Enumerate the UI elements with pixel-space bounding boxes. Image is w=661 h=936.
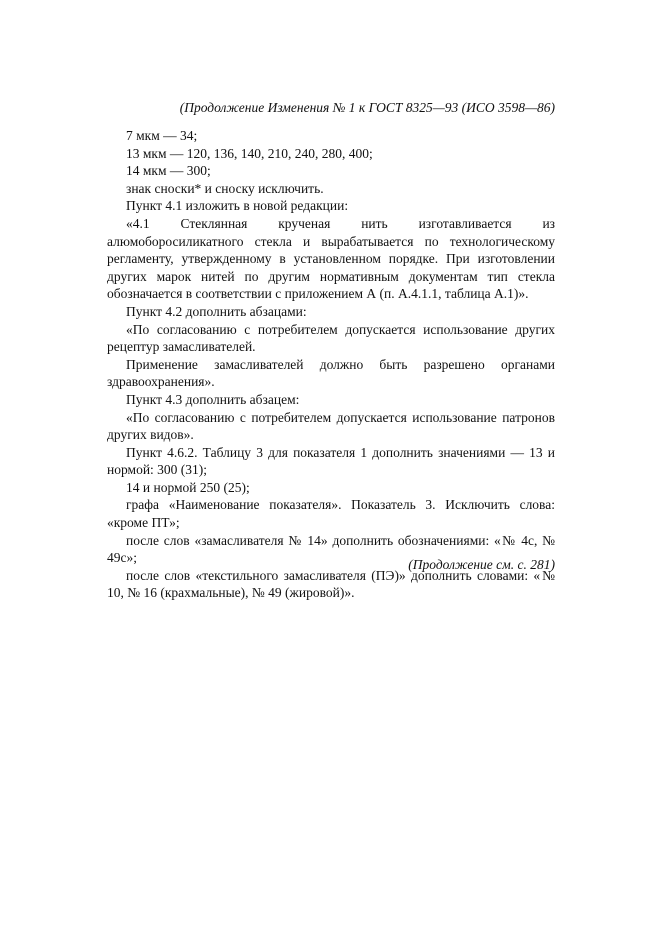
continuation-footer: (Продолжение см. с. 281) [408,557,555,572]
paragraph: 13 мкм — 120, 136, 140, 210, 240, 280, 400; [126,145,373,161]
paragraph: 7 мкм — 34; [126,128,198,143]
continuation-header: (Продолжение Изменения № 1 к ГОСТ 8325—93 (ИСО 3598—86) [179,100,555,115]
document-body [107,127,555,602]
paragraph: «4.1 Стеклянная крученая нить изготавливается из алюмоборосиликатного стекла и вырабатывается по технологическому регламенту, утвержденному в установленном порядке. При изготовлении других марок нитей по другим нормативным документам тип стекла обозначается в соответствии с приложением А (п. А.4.1.1, таблица А.1)». [107,215,555,302]
paragraph: 14 мкм — 300; [126,163,211,179]
paragraph: Пункт 4.1 изложить в новой редакции: [126,198,349,214]
paragraph: графа «Наименование показателя». Показатель 3. Исключить слова: «кроме ПТ»; [107,497,555,531]
paragraph: Пункт 4.6.2. Таблицу 3 для показателя 1 дополнить значениями — 13 и нормой: 300 (31); [107,444,555,478]
paragraph: после слов «замасливателя № 14» дополнить обозначениями: «№ 4с, № 49с»; [107,532,555,566]
paragraph: «По согласованию с потребителем допускается использование других рецептур замасливателей. [107,321,555,355]
paragraph: «По согласованию с потребителем допускается использование патронов других видов». [107,409,555,443]
paragraph: Пункт 4.3 дополнить абзацем: [126,391,300,407]
paragraph: после слов «текстильного замасливателя (ПЭ)» дополнить словами: «№ 10, № 16 (крахмальные), № 49 (жировой)». [107,567,555,601]
paragraph: Применение замасливателей должно быть разрешено органами здравоохранения». [107,356,555,390]
paragraph: Пункт 4.2 дополнить абзацами: [126,303,307,319]
paragraph: знак сноски* и сноску исключить. [126,180,324,196]
paragraph: 14 и нормой 250 (25); [126,479,250,495]
